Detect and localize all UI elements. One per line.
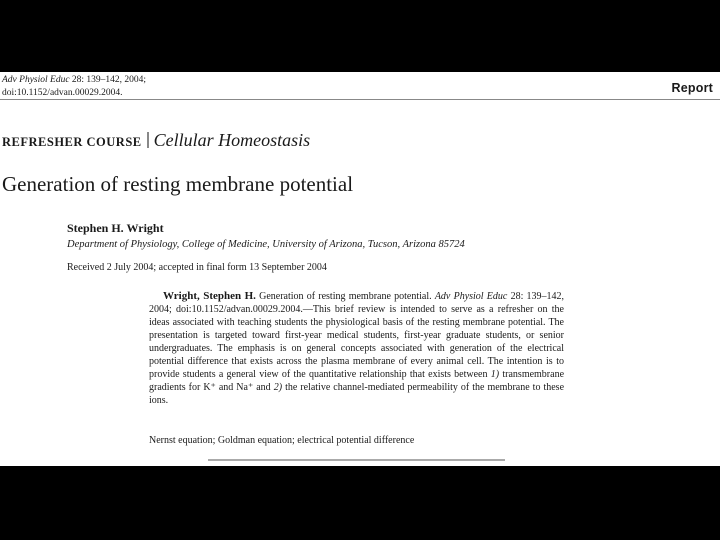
abstract-body: 28: 139–142, 2004; doi:10.1152/advan.00029.2004.—This brief review is intended to serve as a refresher on the ideas associated with teaching students the physiological basis of the resting membrane potential. The presentation is targeted toward first-year medical students, first-year graduate students, or senior undergraduates. The emphasis is on general concepts associated with generation of the electrical potential difference that exists across the plasma membrane of every animal cell. The intention is to provide students a general view of the quantitative relationship that exists between: [149, 291, 565, 380]
section-label: REFRESHER COURSE: [2, 135, 142, 149]
author-affiliation: Department of Physiology, College of Medicine, University of Arizona, Tucson, Arizona 85724: [67, 239, 465, 250]
abstract: [149, 290, 564, 407]
document-page: [0, 72, 720, 466]
keywords: Nernst equation; Goldman equation; electrical potential difference: [149, 435, 415, 446]
received-dates: Received 2 July 2004; accepted in final form 13 September 2004: [67, 262, 327, 273]
abstract-author: Wright, Stephen H.: [163, 290, 256, 302]
article-title: Generation of resting membrane potential: [2, 172, 354, 196]
section-heading: [2, 130, 310, 151]
doi: doi:10.1152/advan.00029.2004.: [2, 88, 123, 98]
author-name: Stephen H. Wright: [67, 221, 164, 235]
section-divider: [147, 132, 149, 148]
abstract-title: Generation of resting membrane potential.: [259, 291, 432, 302]
abstract-item-2-marker: 2): [273, 382, 283, 393]
abstract-journal: Adv Physiol Educ: [434, 291, 508, 302]
footer-divider: [208, 459, 505, 461]
section-topic: Cellular Homeostasis: [153, 130, 311, 150]
journal-name: Adv Physiol Educ: [2, 75, 70, 85]
citation-header: [2, 74, 146, 100]
header-divider: [0, 99, 720, 100]
volume-pages: 28: 139–142, 2004;: [71, 75, 147, 85]
report-label: Report: [671, 81, 713, 95]
abstract-item-1-marker: 1): [490, 369, 500, 380]
abstract-item-2: the relative channel-mediated permeability of the membrane to these ions.: [149, 382, 565, 406]
abstract-item-1: transmembrane gradients for K⁺ and Na⁺ and: [149, 369, 565, 393]
